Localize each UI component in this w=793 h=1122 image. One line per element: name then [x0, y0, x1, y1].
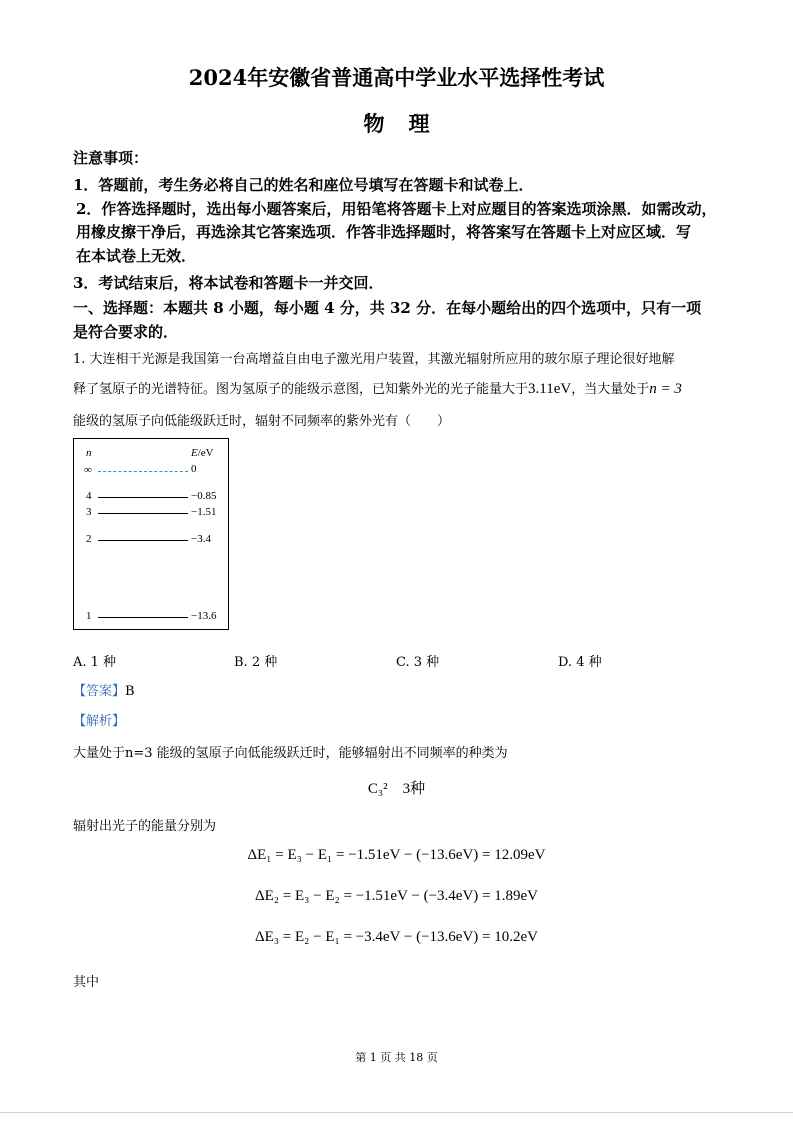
section-heading-line-2: 是符合要求的．: [73, 323, 179, 341]
level-n-3: 3: [86, 506, 92, 518]
option-b: B. 2 种: [234, 655, 278, 670]
level-e-3: −1.51: [191, 506, 217, 518]
subject-char-1: 物: [363, 111, 385, 136]
notice-item-2-line-1: 2．作答选择题时，选出每小题答案后，用铅笔将答题卡上对应题目的答案选项涂黑．如需改动，: [76, 200, 717, 218]
level-line-1: [98, 617, 188, 618]
level-e-1: −13.6: [191, 610, 217, 622]
energy-level-diagram: [73, 438, 229, 630]
answer-value: B: [125, 684, 135, 699]
level-e-2: −3.4: [191, 533, 211, 545]
level-e-infinity: 0: [191, 463, 197, 475]
question-1-line-3: 能级的氢原子向低能级跃迁时，辐射不同频率的紫外光有（ ）: [73, 414, 451, 429]
analysis-paragraph-2: 辐射出光子的能量分别为: [73, 819, 217, 834]
notice-item-2-line-3: 在本试卷上无效．: [76, 247, 197, 265]
level-n-2: 2: [86, 533, 92, 545]
level-line-3: [98, 513, 188, 514]
combination-formula: C₃² 3种: [367, 781, 426, 797]
section-heading-line-1: 一、选择题：本题共 8 小题，每小题 4 分，共 32 分．在每小题给出的四个选项中，只有一项: [73, 299, 702, 317]
level-line-2: [98, 540, 188, 541]
option-d: D. 4 种: [558, 655, 602, 670]
option-a: A. 1 种: [73, 655, 117, 670]
notice-item-2-line-2: 用橡皮擦干净后，再选涂其它答案选项．作答非选择题时，将答案写在答题卡上对应区域．写: [76, 223, 692, 241]
notice-item-3: 3．考试结束后，将本试卷和答题卡一并交回．: [73, 274, 384, 292]
page-footer: 第 1 页 共 18 页: [355, 1051, 438, 1064]
analysis-label: 【解析】: [73, 714, 126, 729]
equation-2: ΔE₂ = E₃ − E₂ = −1.51eV − (−3.4eV) = 1.89eV: [255, 888, 538, 904]
notice-item-1: 1．答题前，考生务必将自己的姓名和座位号填写在答题卡和试卷上．: [73, 176, 534, 194]
n-axis-label: n: [86, 447, 92, 459]
exam-title: 2024年安徽省普通高中学业水平选择性考试: [188, 65, 605, 90]
level-e-4: −0.85: [191, 490, 217, 502]
question-1-line-2: [73, 380, 682, 399]
question-1-text-a: 释了氢原子的光谱特征。图为氢原子的能级示意图，已知紫外光的光子能量大于: [73, 382, 529, 397]
analysis-paragraph-1: 大量处于n=3 能级的氢原子向低能级跃迁时，能够辐射出不同频率的种类为: [73, 746, 508, 761]
subject-char-2: 理: [408, 111, 430, 136]
answer-label: 【答案】: [73, 684, 126, 699]
footer-divider: [0, 1112, 793, 1113]
answer-options: [0, 651, 793, 671]
level-line-4: [98, 497, 188, 498]
answer-line: [73, 683, 135, 701]
subject-title: [0, 108, 793, 138]
notice-heading: 注意事项：: [73, 149, 149, 167]
energy-axis-label: E/eV: [191, 447, 214, 459]
question-1-line-1: 1. 大连相干光源是我国第一台高增益自由电子激光用户装置，其激光辐射所应用的玻尔原子理论很好地解: [73, 352, 675, 367]
energy-threshold: 3.11eV: [528, 381, 572, 397]
equation-1: ΔE₁ = E₃ − E₁ = −1.51eV − (−13.6eV) = 12.09eV: [247, 847, 546, 863]
level-n-4: 4: [86, 490, 92, 502]
level-n-infinity: ∞: [84, 464, 92, 476]
question-1-text-b: ，当大量处于: [571, 382, 650, 397]
level-n-1: 1: [86, 610, 92, 622]
energy-level-n: n = 3: [649, 381, 682, 397]
equation-3: ΔE₃ = E₂ − E₁ = −3.4eV − (−13.6eV) = 10.2eV: [255, 929, 538, 945]
level-line-infinity: [98, 471, 188, 472]
option-c: C. 3 种: [396, 655, 440, 670]
analysis-paragraph-3: 其中: [73, 975, 100, 990]
